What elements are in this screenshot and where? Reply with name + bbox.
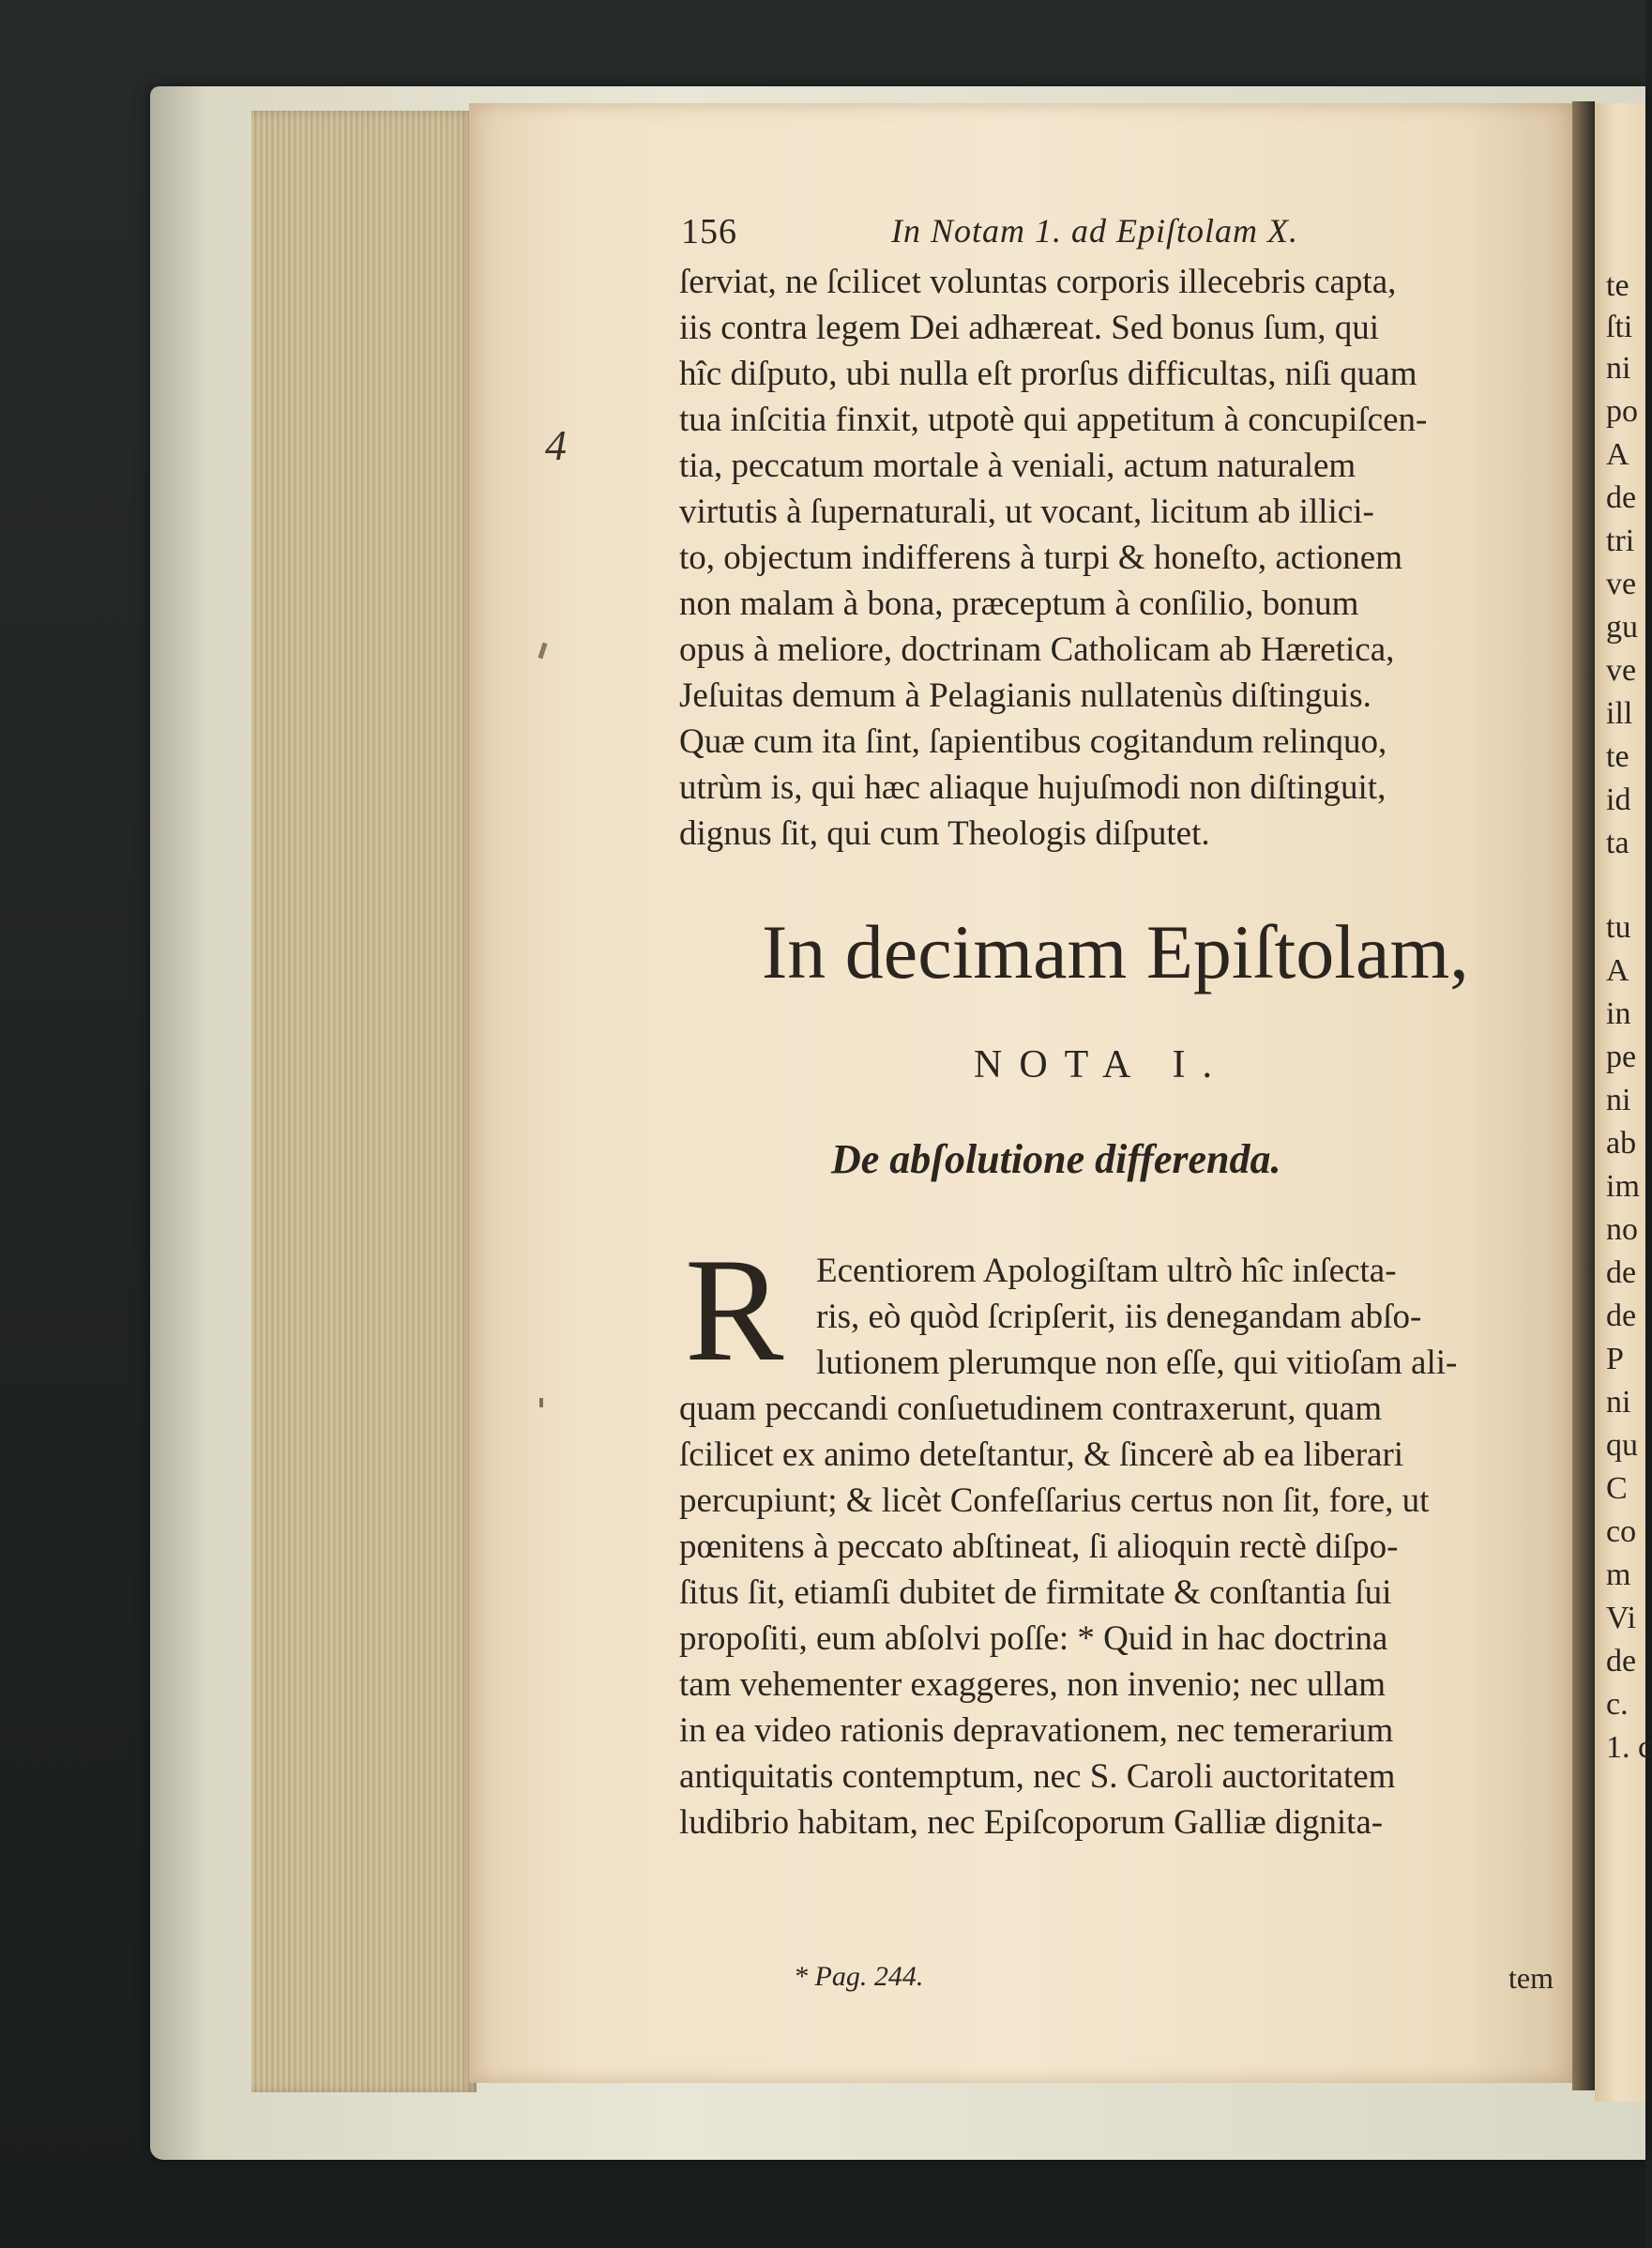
- drop-cap: R: [685, 1228, 784, 1392]
- right-page: [1595, 103, 1652, 2102]
- right-page-fragment: 1. c: [1606, 1730, 1652, 1765]
- right-page-fragment: no: [1606, 1212, 1638, 1247]
- right-page-fragment: C: [1606, 1471, 1628, 1506]
- text-line: to, objectum indifferens à turpi & honeſto, actionem: [679, 539, 1402, 577]
- text-line: in ea video rationis depravationem, nec temerarium: [679, 1711, 1394, 1750]
- right-page-fragment: ve: [1606, 567, 1637, 601]
- text-line: tua inſcitia finxit, utpotè qui appetitum à concupiſcen-: [679, 401, 1428, 439]
- nota-label: NOTA I.: [974, 1043, 1229, 1086]
- right-page-fragment: gu: [1606, 610, 1638, 645]
- text-line: ludibrio habitam, nec Epiſcoporum Galliæ dignita-: [679, 1803, 1384, 1842]
- text-line: quam peccandi conſuetudinem contraxerunt, quam: [679, 1390, 1382, 1428]
- right-page-fragment: Vi: [1606, 1601, 1636, 1635]
- text-line: utrùm is, qui hæc aliaque hujuſmodi non diſtinguit,: [679, 768, 1387, 807]
- right-page-fragment: ta: [1606, 826, 1629, 860]
- right-page-fragment: de: [1606, 1255, 1637, 1290]
- text-line: iis contra legem Dei adhæreat. Sed bonus ſum, qui: [679, 309, 1380, 347]
- right-page-fragment: te: [1606, 739, 1629, 774]
- right-page-fragment: de: [1606, 480, 1637, 515]
- text-line: percupiunt; & licèt Confeſſarius certus non ſit, fore, ut: [679, 1481, 1430, 1520]
- text-line: propoſiti, eum abſolvi poſſe: * Quid in hac doctrina: [679, 1619, 1388, 1658]
- right-page-fragment: ab: [1606, 1126, 1637, 1161]
- running-title: In Notam 1. ad Epiſtolam X.: [891, 212, 1298, 250]
- text-line: non malam à bona, præceptum à conſilio, bonum: [679, 585, 1359, 623]
- running-header: [681, 214, 1409, 263]
- right-page-fragment: im: [1606, 1169, 1640, 1204]
- right-page-fragment: ni: [1606, 1385, 1631, 1420]
- right-page-fragment: id: [1606, 782, 1631, 817]
- right-page-fragment: co: [1606, 1514, 1637, 1549]
- right-page-fragment: ſti: [1606, 310, 1633, 344]
- book-gutter: [1572, 101, 1595, 2090]
- right-page-fragment: A: [1606, 437, 1629, 472]
- right-page-fragment: ni: [1606, 1083, 1631, 1117]
- right-page-fragment: ill: [1606, 696, 1633, 731]
- text-line: ſerviat, ne ſcilicet voluntas corporis illecebris capta,: [679, 263, 1397, 301]
- text-line: ſitus ſit, etiamſi dubitet de firmitate & conſtantia ſui: [679, 1573, 1392, 1612]
- right-page-fragment: in: [1606, 996, 1631, 1031]
- text-line: dignus ſit, qui cum Theologis diſputet.: [679, 814, 1210, 853]
- subheading: De abſolutione differenda.: [831, 1136, 1281, 1182]
- text-line: ris, eò quòd ſcripſerit, iis denegandam abſo-: [816, 1298, 1422, 1336]
- right-page-fragment: te: [1606, 268, 1629, 303]
- right-page-fragment: c.: [1606, 1687, 1629, 1722]
- text-line: pœnitens à peccato abſtineat, ſi alioquin rectè diſpo-: [679, 1527, 1399, 1566]
- right-page-fragment: pe: [1606, 1040, 1637, 1074]
- right-page-fragment: m: [1606, 1557, 1631, 1592]
- text-line: antiquitatis contemptum, nec S. Caroli auctoritatem: [679, 1757, 1396, 1796]
- page-number: 156: [681, 212, 737, 251]
- right-page-fragment: de: [1606, 1644, 1637, 1678]
- spine-shadow: [150, 86, 206, 2160]
- catchword: tem: [1508, 1961, 1553, 1995]
- right-page-fragment: ni: [1606, 351, 1631, 386]
- text-line: ſcilicet ex animo deteſtantur, & ſincerè ab ea liberari: [679, 1435, 1404, 1474]
- ink-speck: [539, 1398, 543, 1407]
- right-page-fragment: po: [1606, 394, 1638, 429]
- text-line: opus à meliore, doctrinam Catholicam ab Hæretica,: [679, 630, 1395, 669]
- page-edge-stack: [251, 111, 477, 2092]
- text-line: Quæ cum ita ſint, ſapientibus cogitandum relinquo,: [679, 722, 1387, 761]
- right-page-fragment: de: [1606, 1299, 1637, 1333]
- right-page-fragment: A: [1606, 953, 1629, 988]
- footnote: * Pag. 244.: [794, 1961, 924, 1992]
- text-line: lutionem plerumque non eſſe, qui vitioſam ali-: [816, 1344, 1458, 1382]
- right-page-fragment: tu: [1606, 910, 1631, 945]
- text-line: tam vehementer exaggeres, non invenio; nec ullam: [679, 1665, 1387, 1704]
- right-page-fragment: qu: [1606, 1428, 1638, 1463]
- text-line: Jeſuitas demum à Pelagianis nullatenùs diſtinguis.: [679, 676, 1372, 715]
- text-line: Ecentiorem Apologiſtam ultrò hîc inſecta-: [816, 1252, 1397, 1290]
- right-page-fragment: ve: [1606, 653, 1637, 688]
- text-line: virtutis à ſupernaturali, ut vocant, licitum ab illici-: [679, 493, 1374, 531]
- right-page-fragment: tri: [1606, 524, 1635, 558]
- right-page-fragment: P: [1606, 1342, 1624, 1376]
- text-line: tia, peccatum mortale à veniali, actum naturalem: [679, 447, 1356, 485]
- text-line: hîc diſputo, ubi nulla eſt prorſus difficultas, niſi quam: [679, 355, 1417, 393]
- section-heading: In decimam Epiſtolam,: [762, 909, 1469, 995]
- margin-pencil-note: 4: [545, 421, 567, 469]
